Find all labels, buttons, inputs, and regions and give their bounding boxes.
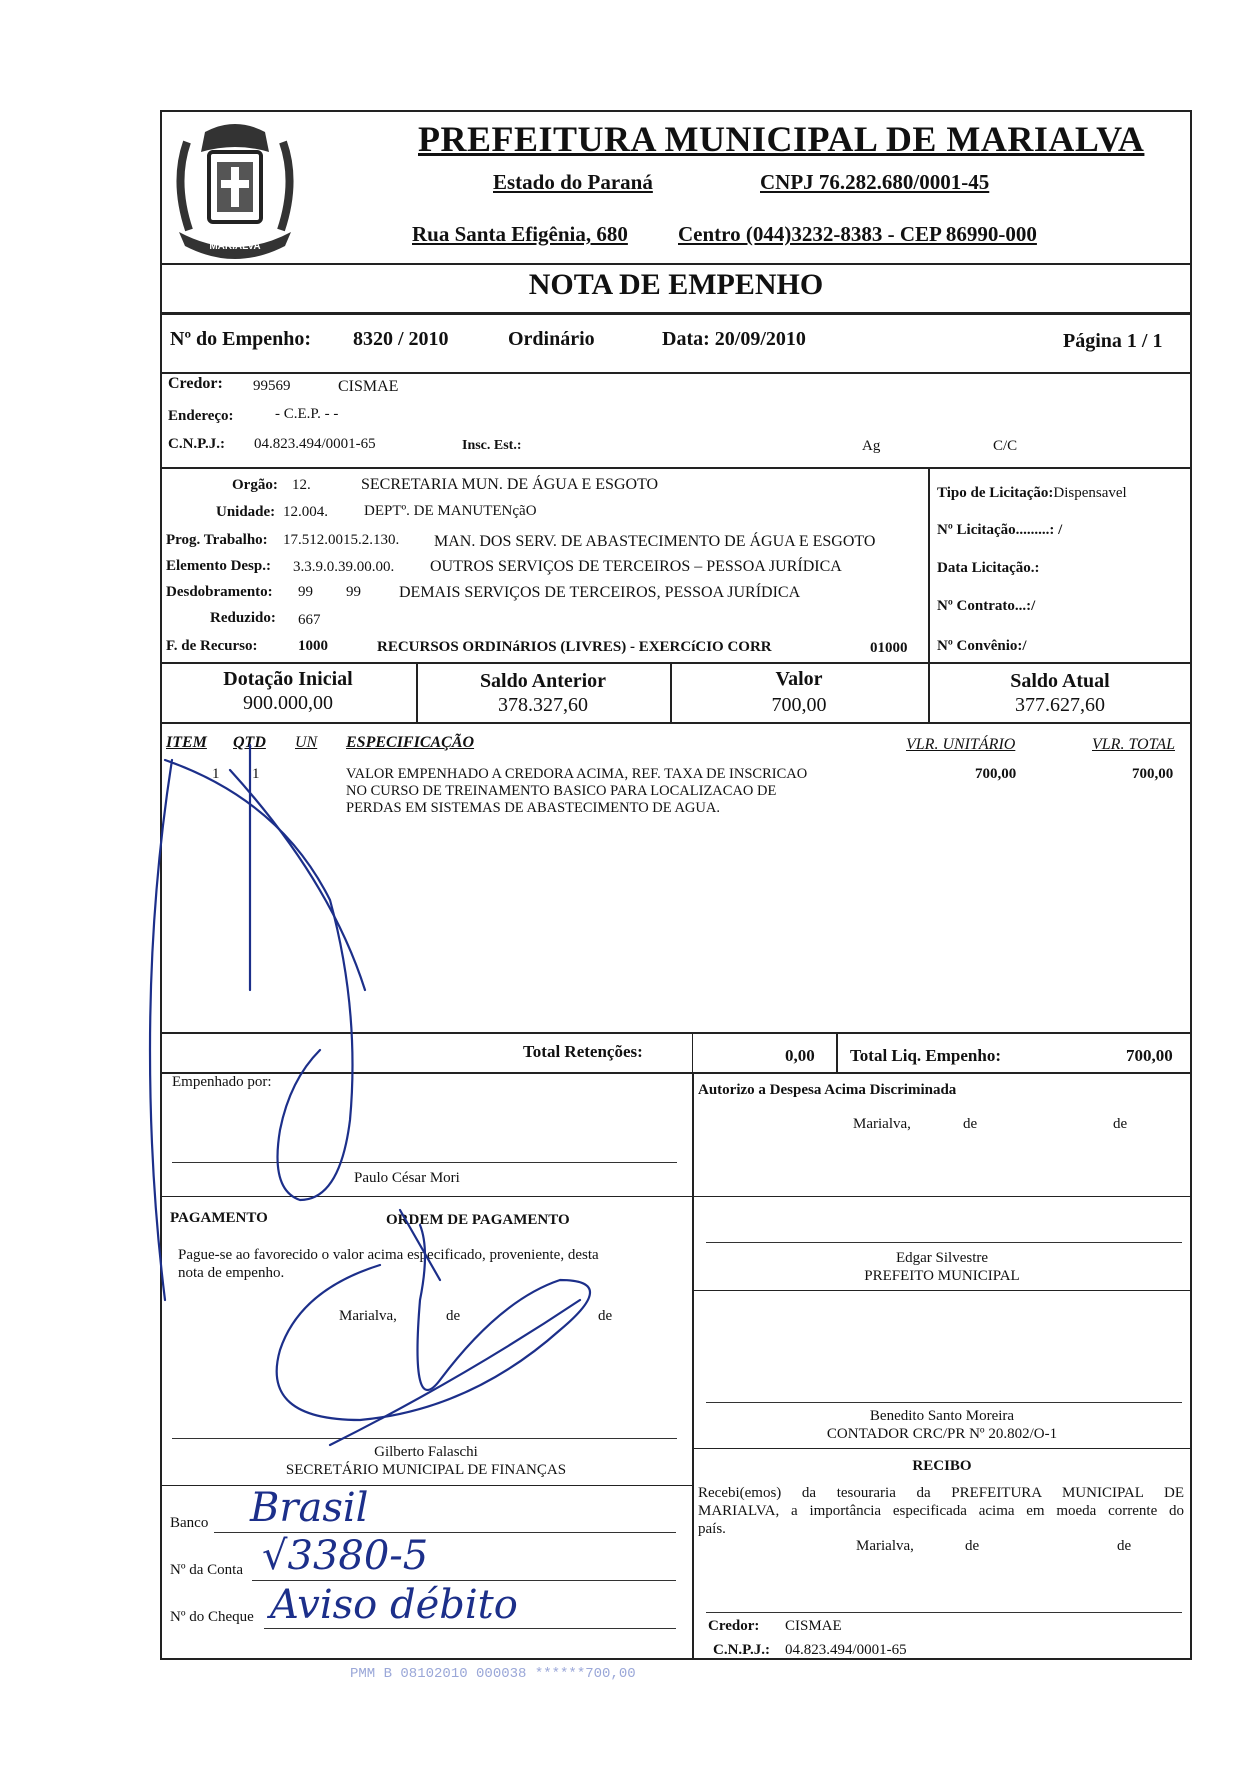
svg-text:MARIALVA: MARIALVA [209, 241, 261, 252]
saldo-atual-label: Saldo Atual [1010, 670, 1110, 692]
elemento-name: OUTROS SERVIÇOS DE TERCEIROS – PESSOA JURÍDICA [430, 558, 842, 575]
page-number: Página 1 / 1 [1063, 330, 1163, 352]
header-cnpj: CNPJ 76.282.680/0001-45 [760, 170, 990, 194]
valor-label: Valor [775, 668, 823, 690]
orgao-label: Orgão: [232, 477, 278, 493]
total-liquido-label: Total Liq. Empenho: [850, 1046, 1001, 1065]
recibo-cnpj-label: C.N.P.J.: [713, 1642, 770, 1658]
cnpj-label: C.N.P.J.: [168, 436, 225, 452]
autorizo-de-2: de [1113, 1116, 1128, 1132]
endereco-label: Endereço: [168, 408, 234, 424]
pagamento-de-2: de [598, 1308, 613, 1324]
orgao-name: SECRETARIA MUN. DE ÁGUA E ESGOTO [361, 476, 659, 493]
credor-name: CISMAE [338, 378, 399, 395]
recurso-code: 1000 [298, 638, 328, 654]
conta-label: Nº da Conta [170, 1562, 243, 1578]
banco-handwritten: Brasil [250, 1485, 369, 1531]
contador-name: Benedito Santo Moreira [869, 1408, 1015, 1424]
credor-code: 99569 [253, 378, 291, 394]
unidade-label: Unidade: [216, 504, 276, 520]
credor-label: Credor: [168, 375, 223, 392]
empenho-type: Ordinário [508, 328, 595, 350]
recibo-credor-label: Credor: [708, 1618, 760, 1634]
header-address: Rua Santa Efigênia, 680 [412, 222, 628, 246]
cheque-label: Nº do Cheque [170, 1609, 254, 1625]
secretario-role: SECRETÁRIO MUNICIPAL DE FINANÇAS [285, 1462, 567, 1478]
table-row [160, 762, 1192, 832]
empenho-date: Data: 20/09/2010 [662, 328, 806, 350]
pagamento-city: Marialva, [339, 1308, 397, 1324]
pagamento-label: PAGAMENTO [170, 1210, 268, 1226]
desdobramento-label: Desdobramento: [166, 584, 273, 600]
numero-convenio: Nº Convênio:/ [937, 638, 1027, 654]
prefeito-name: Edgar Silvestre [895, 1250, 989, 1266]
item-number: 1 [212, 766, 220, 782]
empenhado-por-label: Empenhado por: [172, 1074, 272, 1090]
ag-label: Ag [862, 438, 881, 454]
insc-label: Insc. Est.: [462, 438, 522, 453]
desdobramento-code-2: 99 [346, 584, 361, 600]
total-retencoes-label: Total Retenções: [523, 1042, 643, 1061]
empenho-number-label: Nº do Empenho: [170, 328, 312, 350]
tipo-licitacao: Tipo de Licitação:Dispensavel [937, 485, 1127, 501]
empenhado-signer-name: Paulo César Mori [354, 1170, 460, 1186]
item-total-value: 700,00 [1132, 766, 1174, 782]
item-unit-value: 700,00 [975, 766, 1017, 782]
desdobramento-code-1: 99 [298, 584, 313, 600]
recibo-city: Marialva, [856, 1538, 914, 1554]
autorizo-despesa-label: Autorizo a Despesa Acima Discriminada [698, 1082, 957, 1098]
prefeito-role: PREFEITO MUNICIPAL [864, 1268, 1020, 1284]
col-header-vlr-unitario: VLR. UNITÁRIO [906, 736, 1016, 753]
pagamento-text: Pague-se ao favorecido o valor acima especificado, proveniente, desta nota de empenho. [178, 1247, 599, 1281]
state-name: Estado do Paraná [493, 170, 653, 194]
total-retencoes-value: 0,00 [785, 1046, 815, 1065]
elemento-label: Elemento Desp.: [166, 558, 271, 574]
item-description: VALOR EMPENHADO A CREDORA ACIMA, REF. TAXA DE INSCRICAO NO CURSO DE TREINAMENTO BASICO PARA LOCALIZACAO DE PERDAS EM SISTEMAS DE ABASTECIMENTO DE AGUA. [346, 766, 808, 816]
dotacao-inicial-label: Dotação Inicial [223, 668, 353, 690]
municipal-crest-logo [165, 112, 305, 260]
banco-label: Banco [170, 1515, 209, 1531]
item-qtd: 1 [252, 766, 260, 782]
header-contact: Centro (044)3232-8383 - CEP 86990-000 [678, 222, 1037, 246]
saldo-anterior-value: 378.327,60 [498, 694, 588, 716]
cheque-handwritten: Aviso débito [270, 1582, 518, 1628]
saldo-atual-value: 377.627,60 [1015, 694, 1105, 716]
recurso-name: RECURSOS ORDINáRIOS (LIVRES) - EXERCíCIO CORR [377, 639, 772, 655]
prog-code: 17.512.0015.2.130. [283, 532, 400, 548]
unidade-name: DEPTº. DE MANUTENçãO [364, 503, 537, 519]
data-licitacao: Data Licitação.: [937, 560, 1040, 576]
prog-label: Prog. Trabalho: [166, 532, 268, 548]
empenho-number: 8320 / 2010 [353, 328, 449, 350]
recurso-code-2: 01000 [870, 640, 908, 656]
saldo-anterior-label: Saldo Anterior [479, 670, 607, 692]
recibo-text: Recebi(emos) da tesouraria da PREFEITURA MUNICIPAL DE MARIALVA, a importância especificada acima em moeda corrente do país. [698, 1485, 1184, 1537]
valor-value: 700,00 [771, 694, 827, 716]
document-title: NOTA DE EMPENHO [528, 268, 824, 301]
autorizo-city: Marialva, [853, 1116, 911, 1132]
reduzido-value: 667 [298, 612, 321, 628]
page-title: PREFEITURA MUNICIPAL DE MARIALVA [418, 119, 1145, 159]
reduzido-label: Reduzido: [210, 610, 276, 626]
recibo-title: RECIBO [912, 1458, 972, 1474]
autorizo-de-1: de [963, 1116, 978, 1132]
dotacao-inicial-value: 900.000,00 [243, 692, 333, 714]
numero-contrato: Nº Contrato...:/ [937, 598, 1036, 614]
contador-role: CONTADOR CRC/PR Nº 20.802/O-1 [826, 1426, 1058, 1442]
endereco-value: - C.E.P. - - [275, 406, 339, 422]
ordem-pagamento-label: ORDEM DE PAGAMENTO [386, 1212, 570, 1228]
col-header-item: ITEM [166, 734, 207, 751]
recibo-cnpj-value: 04.823.494/0001-65 [785, 1642, 907, 1658]
col-header-vlr-total: VLR. TOTAL [1092, 736, 1175, 753]
secretario-name: Gilberto Falaschi [374, 1444, 478, 1460]
col-header-especificacao: ESPECIFICAÇÃO [346, 734, 475, 751]
recibo-de-1: de [965, 1538, 980, 1554]
elemento-code: 3.3.9.0.39.00.00. [293, 559, 395, 575]
recibo-de-2: de [1117, 1538, 1132, 1554]
unidade-code: 12.004. [283, 504, 328, 520]
col-header-un: UN [295, 734, 318, 751]
conta-handwritten: √3380-5 [262, 1533, 429, 1579]
prog-name: MAN. DOS SERV. DE ABASTECIMENTO DE ÁGUA E ESGOTO [434, 533, 876, 550]
numero-licitacao: Nº Licitação.........: / [937, 522, 1063, 538]
total-liquido-value: 700,00 [1126, 1046, 1173, 1065]
recibo-credor-value: CISMAE [785, 1618, 842, 1634]
orgao-code: 12. [292, 477, 311, 493]
pagamento-de-1: de [446, 1308, 461, 1324]
desdobramento-name: DEMAIS SERVIÇOS DE TERCEIROS, PESSOA JURÍDICA [399, 584, 801, 601]
col-header-qtd: QTD [233, 734, 266, 751]
cc-label: C/C [993, 438, 1018, 454]
recurso-label: F. de Recurso: [166, 638, 258, 654]
payment-stamp: PMM B 08102010 000038 ******700,00 [350, 1666, 636, 1682]
cnpj-value: 04.823.494/0001-65 [254, 436, 376, 452]
